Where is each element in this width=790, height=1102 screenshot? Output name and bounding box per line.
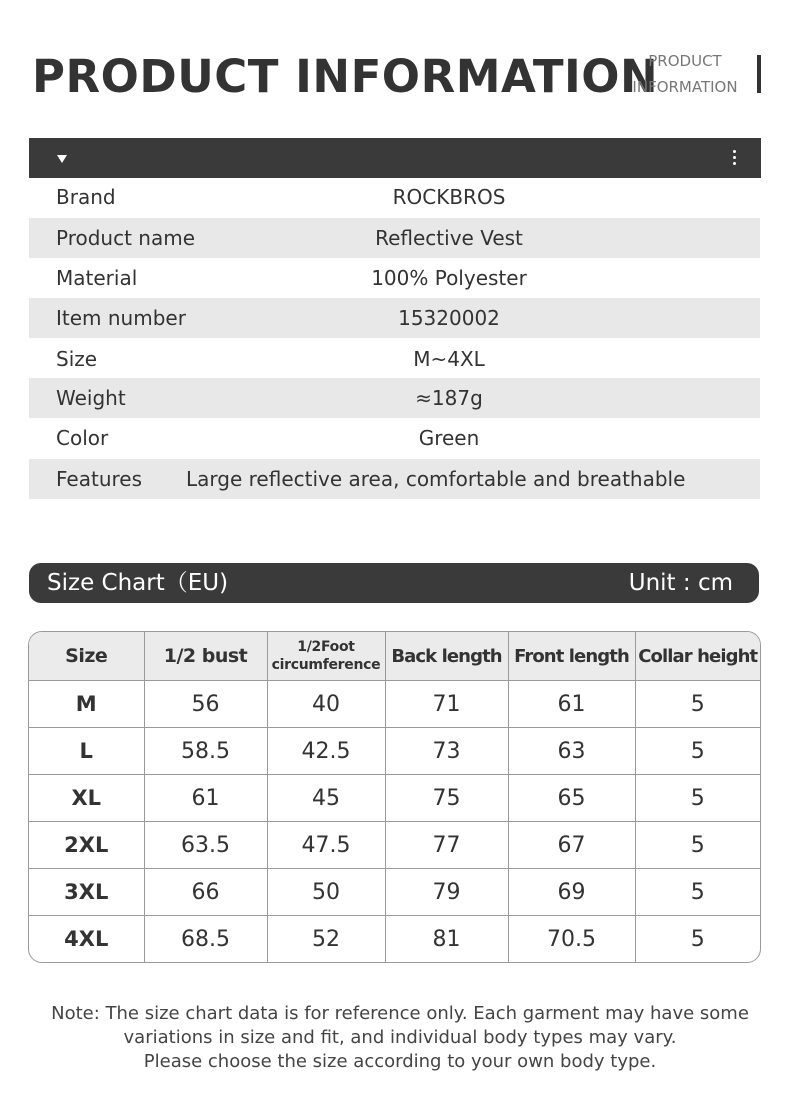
subtitle-line-1: PRODUCT	[648, 52, 722, 70]
info-row-product-name	[29, 218, 760, 258]
table-cell: XL	[29, 775, 144, 822]
table-cell: 61	[144, 775, 267, 822]
info-value: ≈187g	[415, 386, 483, 410]
size-chart-header	[29, 563, 759, 603]
table-cell: 69	[508, 869, 635, 916]
column-header: Collar height	[635, 632, 760, 681]
info-row-material	[29, 258, 760, 298]
size-table	[28, 631, 761, 963]
table-cell: 2XL	[29, 822, 144, 869]
size-chart-title: Size Chart（EU)	[47, 570, 229, 596]
column-header: Front length	[508, 632, 635, 681]
table-row	[29, 869, 760, 916]
table-cell: 77	[385, 822, 508, 869]
column-header-line: circumference	[271, 657, 381, 673]
table-cell: 56	[144, 681, 267, 728]
table-cell: 63.5	[144, 822, 267, 869]
table-cell: 4XL	[29, 916, 144, 963]
note-line: Please choose the size according to your own body type.	[143, 1051, 657, 1072]
table-cell: 40	[267, 681, 385, 728]
table-cell: 47.5	[267, 822, 385, 869]
column-header: 1/2 bust	[144, 632, 267, 681]
info-label: Weight	[56, 386, 126, 410]
info-row-size	[29, 339, 760, 379]
table-row	[29, 775, 760, 822]
info-label: Size	[56, 347, 98, 371]
note-line: variations in size and fit, and individual body types may vary.	[123, 1027, 677, 1048]
info-label: Color	[56, 426, 109, 450]
info-row-weight	[29, 378, 760, 418]
more-vertical-icon[interactable]	[733, 150, 737, 168]
column-header: Size	[29, 632, 144, 681]
table-cell: M	[29, 681, 144, 728]
table-cell: 65	[508, 775, 635, 822]
info-label: Product name	[56, 226, 196, 250]
info-table-header	[29, 138, 761, 178]
info-row-brand	[29, 177, 760, 217]
table-row	[29, 728, 760, 775]
table-cell: 71	[385, 681, 508, 728]
info-value: 15320002	[398, 306, 500, 330]
table-cell: 52	[267, 916, 385, 963]
table-cell: L	[29, 728, 144, 775]
info-label: Features	[56, 467, 142, 491]
table-cell: 42.5	[267, 728, 385, 775]
info-row-item-number	[29, 298, 760, 338]
table-row	[29, 681, 760, 728]
table-cell: 45	[267, 775, 385, 822]
info-label: Brand	[56, 185, 116, 209]
size-table-header-row	[29, 632, 760, 681]
table-cell: 61	[508, 681, 635, 728]
table-cell: 63	[508, 728, 635, 775]
column-header	[267, 632, 385, 681]
table-cell: 50	[267, 869, 385, 916]
table-cell: 3XL	[29, 869, 144, 916]
table-cell: 81	[385, 916, 508, 963]
info-value: Large reflective area, comfortable and breathable	[186, 467, 686, 491]
note-line: Note: The size chart data is for reference only. Each garment may have some	[51, 1003, 749, 1024]
info-label: Material	[56, 266, 138, 290]
table-cell: 70.5	[508, 916, 635, 963]
info-value: ROCKBROS	[392, 185, 506, 209]
table-cell: 5	[635, 681, 760, 728]
info-value: Green	[418, 426, 480, 450]
table-cell: 5	[635, 822, 760, 869]
column-header: Back length	[385, 632, 508, 681]
table-cell: 67	[508, 822, 635, 869]
info-value: M~4XL	[413, 347, 485, 371]
table-cell: 5	[635, 775, 760, 822]
column-header-line: 1/2Foot	[297, 639, 355, 655]
table-cell: 75	[385, 775, 508, 822]
info-row-features	[29, 459, 760, 499]
table-cell: 5	[635, 869, 760, 916]
page-subtitle	[620, 48, 750, 100]
table-cell: 73	[385, 728, 508, 775]
size-note	[20, 1002, 780, 1074]
dropdown-triangle-icon[interactable]	[57, 155, 67, 163]
subtitle-line-2: INFORMATION	[632, 78, 738, 96]
table-cell: 79	[385, 869, 508, 916]
table-cell: 66	[144, 869, 267, 916]
info-value: Reflective Vest	[375, 226, 523, 250]
table-cell: 5	[635, 728, 760, 775]
table-cell: 58.5	[144, 728, 267, 775]
table-cell: 5	[635, 916, 760, 963]
page-title: PRODUCT INFORMATION	[32, 50, 659, 103]
subtitle-divider	[757, 55, 761, 93]
info-value: 100% Polyester	[371, 266, 527, 290]
info-row-color	[29, 418, 760, 458]
info-label: Item number	[56, 306, 186, 330]
table-row	[29, 822, 760, 869]
table-cell: 68.5	[144, 916, 267, 963]
table-row	[29, 916, 760, 963]
size-chart-unit: Unit : cm	[628, 570, 733, 596]
